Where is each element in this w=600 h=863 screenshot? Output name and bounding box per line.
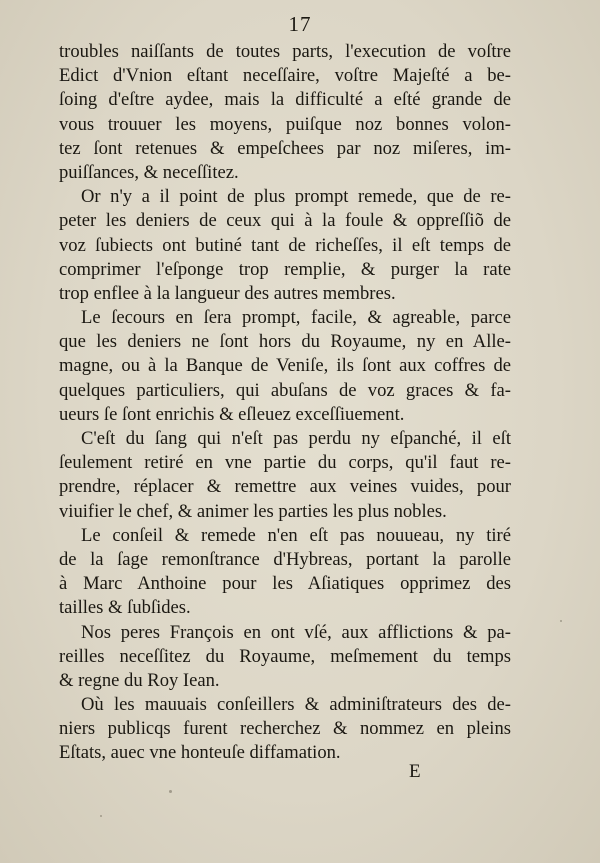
text-line: tailles & ſubſides. [59, 597, 191, 619]
paragraph [59, 621, 511, 694]
text-line: que les deniers ne ſont hors du Royaume, ny en Alle- [59, 331, 511, 353]
text-line: prendre, réplacer & remettre aux veines vuides, pour [59, 476, 511, 498]
paragraph [59, 427, 511, 524]
paper-speck [169, 790, 172, 793]
paragraph [59, 40, 511, 185]
text-line: troubles naiſſants de toutes parts, l'execution de voſtre [59, 41, 511, 62]
text-line: Le ſecours en ſera prompt, facile, & agreable, parce [81, 307, 511, 329]
text-line: Nos peres François en ont vſé, aux afflictions & pa- [81, 621, 511, 643]
paragraph [59, 693, 511, 766]
text-line: reilles neceſſitez du Royaume, meſmement du temps [59, 645, 511, 667]
paragraph [59, 306, 511, 427]
page-number: 17 [288, 12, 312, 36]
text-line: voz ſubiects ont butiné tant de richeſſes, il eſt temps de [59, 234, 511, 256]
text-line: peter les deniers de ceux qui à la foule & oppreſſiõ de [59, 210, 511, 232]
text-line: de la ſage remonſtrance d'Hybreas, portant la parolle [59, 548, 511, 570]
text-line: Eſtats, auec vne honteuſe diffamation. [59, 742, 341, 764]
text-line: à Marc Anthoine pour les Aſiatiques opprimez des [59, 573, 511, 595]
text-line: vous trouuer les moyens, puiſque noz bonnes volon- [59, 113, 511, 135]
text-line: ueurs ſe ſont enrichis & eſleuez exceſſiuement. [59, 403, 405, 425]
text-line: tez ſont retenues & empeſchees par noz miſeres, im- [59, 137, 511, 159]
text-line: niers publicqs furent recherchez & nommez en pleins [59, 718, 511, 740]
text-line: puiſſances, & neceſſitez. [59, 161, 239, 183]
text-line: ſeulement retiré en vne partie du corps, qu'il faut re- [59, 452, 511, 474]
text-line: Edict d'Vnion eſtant neceſſaire, voſtre Majeſté a be- [59, 65, 511, 87]
paragraph [59, 185, 511, 306]
text-line: trop enflee à la langueur des autres membres. [59, 282, 396, 304]
text-line: ſoing d'eſtre aydee, mais la difficulté a eſté grande de [59, 89, 511, 111]
text-line: comprimer l'eſponge trop remplie, & purger la rate [59, 258, 511, 280]
text-line: Où les mauuais conſeillers & adminiſtrateurs des de- [81, 694, 511, 716]
signature-mark: E [409, 761, 421, 782]
body-text [59, 40, 511, 766]
text-line: magne, ou à la Banque de Veniſe, ils ſont aux coffres de [59, 355, 511, 377]
paragraph [59, 524, 511, 621]
paper-speck [560, 620, 562, 622]
text-line: Le conſeil & remede n'en eſt pas nouueau, ny tiré [81, 524, 511, 546]
text-line: Or n'y a il point de plus prompt remede, que de re- [81, 186, 511, 208]
text-line: C'eſt du ſang qui n'eſt pas perdu ny eſpanché, il eſt [81, 428, 511, 449]
text-line: & regne du Roy Iean. [59, 669, 220, 691]
text-line: quelques particuliers, qui abuſans de voz graces & fa- [59, 379, 511, 401]
paper-speck [100, 815, 102, 817]
text-line: viuifier le chef, & animer les parties les plus nobles. [59, 500, 447, 522]
